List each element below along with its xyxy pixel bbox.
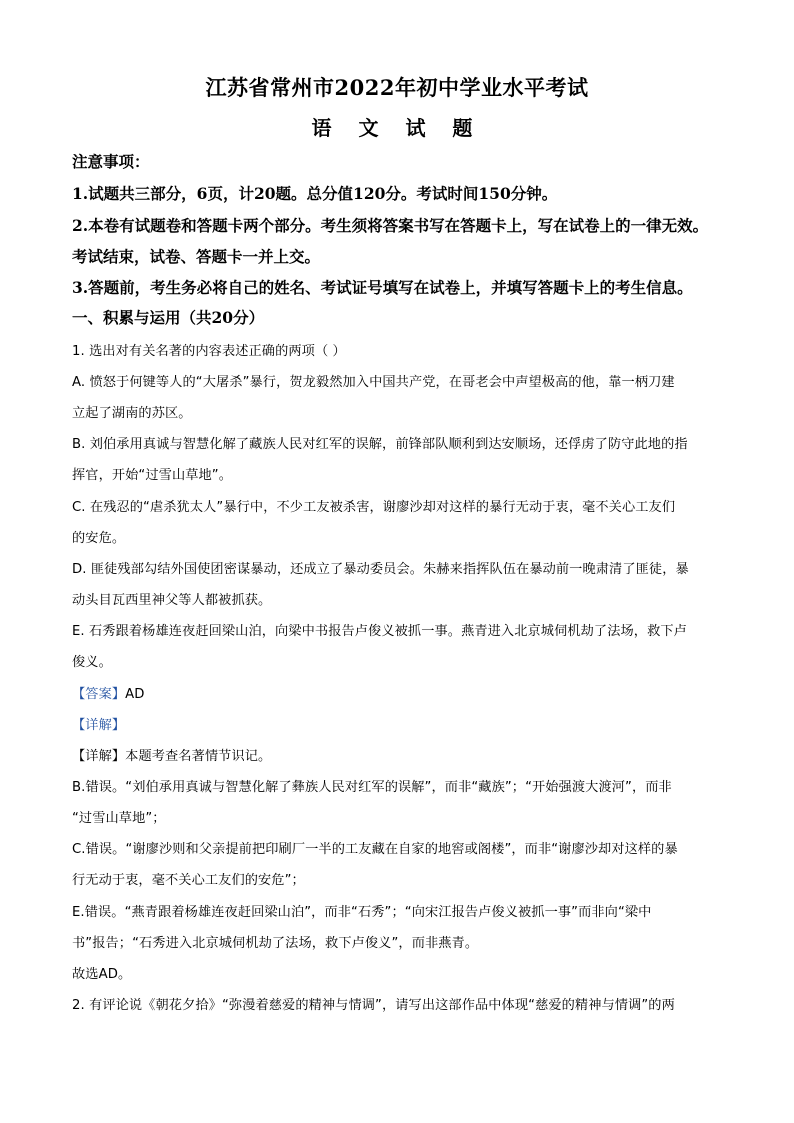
exam-subtitle: 语 文 试 题 (311, 116, 483, 140)
detail-intro-text: 本题考查名著情节识记。 (125, 749, 272, 764)
notice-item-2-line-1: 2.本卷有试题卷和答题卡两个部分。考生须将答案书写在答题卡上，写在试卷上的一律无效。 (72, 216, 709, 235)
explanation-b-line-2: “过雪山草地”； (72, 811, 166, 826)
explanation-b-line-1: B.错误。“刘伯承用真诚与智慧化解了彝族人民对红军的误解”，而非“藏族”；“开始强渡大渡河”，而非 (72, 780, 672, 795)
notice-item-1: 1.试题共三部分，6页，计20题。总分值120分。考试时间150分钟。 (72, 184, 558, 203)
option-a-line-2: 立起了湖南的苏区。 (72, 406, 192, 421)
option-d-line-1: D. 匪徒残部勾结外国使团密谋暴动，还成立了暴动委员会。朱赫来指挥队伍在暴动前一晚肃清了匪徒，暴 (72, 562, 689, 577)
question-2-stem-line-1: 2. 有评论说《朝花夕拾》“弥漫着慈爱的精神与情调”，请写出这部作品中体现“慈爱的精神与情调”的两 (72, 998, 675, 1013)
detail-heading (72, 714, 732, 733)
detail-intro (72, 745, 732, 764)
explanation-e-line-1: E.错误。“燕青跟着杨雄连夜赶回梁山泊”，而非“石秀”；“向宋江报告卢俊义被抓一事”而非向“梁中 (72, 905, 652, 920)
answer-tag: 【答案】 (72, 687, 126, 702)
answer-line (72, 683, 732, 702)
notice-item-3: 3.答题前，考生务必将自己的姓名、考试证号填写在试卷上，并填写答题卡上的考生信息。 (72, 278, 693, 297)
option-c-line-1: C. 在残忍的“虐杀犹太人”暴行中，不少工友被杀害，谢廖沙却对这样的暴行无动于衷，毫不关心工友们 (72, 500, 676, 515)
notice-item-2-line-2: 考试结束，试卷、答题卡一并上交。 (72, 247, 321, 266)
answer-value: AD (125, 687, 145, 702)
detail-tag: 【详解】 (72, 718, 126, 733)
option-b-line-1: B. 刘伯承用真诚与智慧化解了藏族人民对红军的误解，前锋部队顺利到达安顺场，还俘虏了防守此地的指 (72, 437, 688, 452)
detail-intro-tag: 【详解】 (72, 749, 126, 764)
option-e-line-2: 俊义。 (72, 655, 112, 670)
option-b-line-2: 挥官，开始“过雪山草地”。 (72, 468, 233, 483)
conclusion: 故选AD。 (72, 967, 132, 982)
question-1-stem: 1. 选出对有关名著的内容表述正确的两项（ ） (72, 344, 346, 359)
option-e-line-1: E. 石秀跟着杨雄连夜赶回梁山泊，向梁中书报告卢俊义被抓一事。燕青进入北京城伺机劫了法场，救下卢 (72, 624, 687, 639)
option-d-line-2: 动头目瓦西里神父等人都被抓获。 (72, 593, 272, 608)
option-c-line-2: 的安危。 (72, 531, 126, 546)
section-heading: 一、积累与运用（共20分） (72, 308, 265, 327)
notice-heading: 注意事项： (72, 152, 150, 171)
explanation-c-line-1: C.错误。“谢廖沙则和父亲提前把印刷厂一半的工友藏在自家的地窖或阁楼”，而非“谢廖沙却对这样的暴 (72, 842, 678, 857)
option-a-line-1: A. 愤怒于何键等人的“大屠杀”暴行，贺龙毅然加入中国共产党，在哥老会中声望极高的他，靠一柄刀建 (72, 375, 675, 390)
exam-title: 江苏省常州市2022年初中学业水平考试 (205, 75, 589, 100)
explanation-e-line-2: 书”报告；“石秀进入北京城伺机劫了法场，救下卢俊义”，而非燕青。 (72, 936, 479, 951)
explanation-c-line-2: 行无动于衷，毫不关心工友们的安危”； (72, 873, 305, 888)
